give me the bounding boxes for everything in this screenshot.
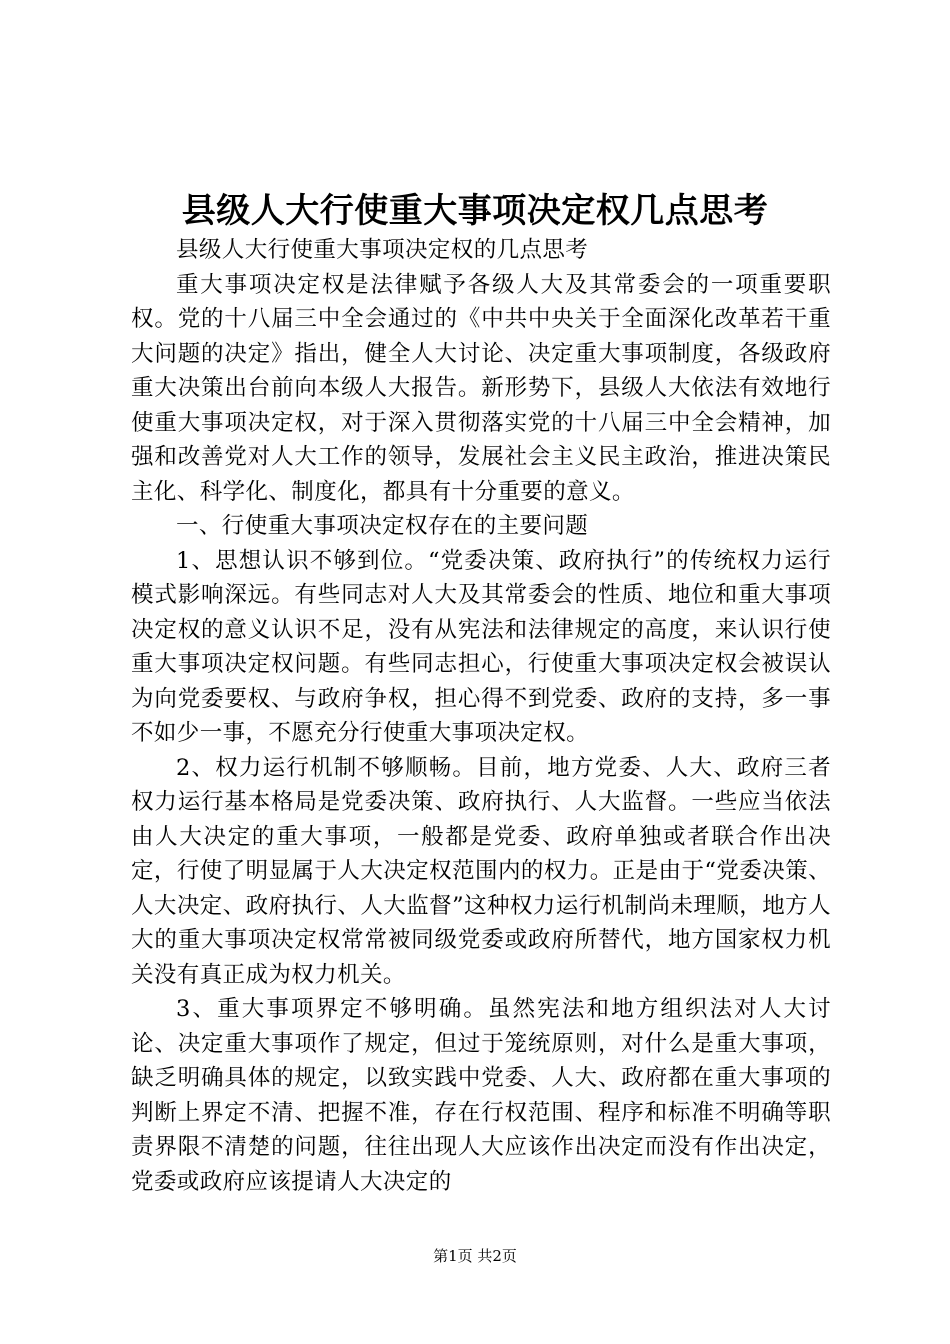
- point-paragraph-3: 3、重大事项界定不够明确。虽然宪法和地方组织法对人大讨论、决定重大事项作了规定，但过于笼统原则，对什么是重大事项，缺乏明确具体的规定，以致实践中党委、人大、政府都在重大事项的判断上界定不清、把握不准，存在行权范围、程序和标准不明确等职责界限不清楚的问题，往往出现人大应该作出决定而没有作出决定，党委或政府应该提请人大决定的: [131, 996, 831, 1195]
- point-paragraph-2: 2、权力运行机制不够顺畅。目前，地方党委、人大、政府三者权力运行基本格局是党委决策、政府执行、人大监督。一些应当依法由人大决定的重大事项，一般都是党委、政府单独或者联合作出决定，行使了明显属于人大决定权范围内的权力。正是由于“党委决策、人大决定、政府执行、人大监督”这种权力运行机制尚未理顺，地方人大的重大事项决定权常常被同级党委或政府所替代，地方国家权力机关没有真正成为权力机关。: [131, 754, 831, 988]
- page-number: 第1页 共2页: [433, 1247, 517, 1265]
- subtitle-paragraph: 县级人大行使重大事项决定权的几点思考: [176, 237, 589, 263]
- document-title: 县级人大行使重大事项决定权几点思考: [181, 191, 769, 231]
- document-body: [131, 233, 831, 1199]
- intro-paragraph: 重大事项决定权是法律赋予各级人大及其常委会的一项重要职权。党的十八届三中全会通过的《中共中央关于全面深化改革若干重大问题的决定》指出，健全人大讨论、决定重大事项制度，各级政府重大决策出台前向本级人大报告。新形势下，县级人大依法有效地行使重大事项决定权，对于深入贯彻落实党的十八届三中全会精神，加强和改善党对人大工作的领导，发展社会主义民主政治，推进决策民主化、科学化、制度化，都具有十分重要的意义。: [131, 271, 831, 505]
- point-paragraph-1: 1、思想认识不够到位。“党委决策、政府执行”的传统权力运行模式影响深远。有些同志对人大及其常委会的性质、地位和重大事项决定权的意义认识不足，没有从宪法和法律规定的高度，来认识行使重大事项决定权问题。有些同志担心，行使重大事项决定权会被误认为向党委要权、与政府争权，担心得不到党委、政府的支持，多一事不如少一事，不愿充分行使重大事项决定权。: [131, 547, 831, 746]
- section-heading: 一、行使重大事项决定权存在的主要问题: [176, 513, 589, 539]
